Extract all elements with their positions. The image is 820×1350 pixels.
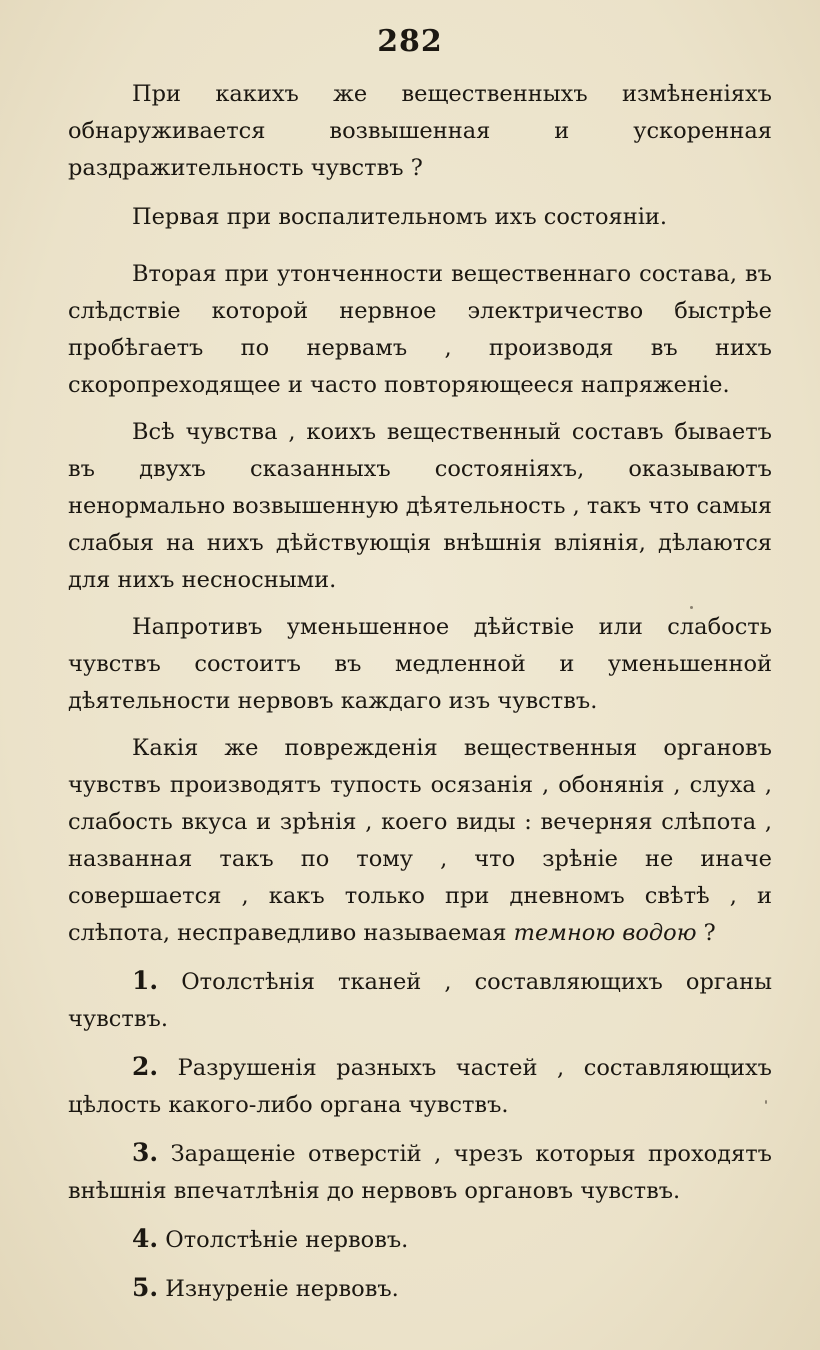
question-damage-text: Какія же поврежденія вещественныя органовъ чувствъ производятъ тупость осязанія , обонянія , слуха , слабость вкуса и зрѣнія , коего виды : вечерняя слѣпота , названная такъ по тому , что зрѣніе не иначе совершается , какъ только при дневномъ свѣтѣ , и слѣпота, несправедливо называемая: [68, 735, 772, 946]
list-number: 3.: [132, 1138, 159, 1167]
list-number: 4.: [132, 1224, 159, 1253]
paragraph-question-irritability: При какихъ же вещественныхъ измѣненіяхъ обнаруживается возвышенная и ускоренная раздражительность чувствъ ?: [68, 81, 772, 181]
list-item: [68, 1048, 772, 1124]
list-item: [68, 962, 772, 1038]
page-number: 282: [377, 24, 443, 59]
list-number: 1.: [132, 966, 159, 995]
list-text: Изнуреніе нервовъ.: [158, 1276, 399, 1302]
paragraph-first-cause: Первая при воспалительномъ ихъ состояніи.: [132, 204, 668, 230]
list-number: 5.: [132, 1273, 159, 1302]
italic-term: темною водою: [513, 920, 697, 946]
question-damage-end: ?: [696, 920, 716, 946]
paper-speck: [765, 1100, 767, 1104]
list-item: [68, 1134, 772, 1210]
list-item: [68, 1220, 772, 1259]
paragraph-question-damage: [68, 730, 772, 952]
page-body: [68, 76, 772, 1318]
paragraph-senses-states: Всѣ чувства , коихъ вещественный составъ бываетъ въ двухъ сказанныхъ состояніяхъ, оказываютъ ненормально возвышенную дѣятельность , такъ что самыя слабыя на нихъ дѣйствующія внѣшнія вліянія, дѣлаются для нихъ несносными.: [68, 419, 772, 593]
list-text: Разрушенія разныхъ частей , составляющихъ цѣлость какого-либо органа чувствъ.: [68, 1055, 772, 1118]
paper-speck: [690, 606, 693, 609]
list-text: Отолстѣніе нервовъ.: [158, 1227, 409, 1253]
paragraph-second-cause: Вторая при утонченности вещественнаго состава, въ слѣдствіе которой нервное электричество быстрѣе пробѣгаетъ по нервамъ , производя въ нихъ скоропреходящее и часто повторяющееся напряженіе.: [68, 261, 772, 398]
list-number: 2.: [132, 1052, 159, 1081]
list-text: Заращеніе отверстій , чрезъ которыя проходятъ внѣшнія впечатлѣнія до нервовъ органовъ чувствъ.: [68, 1141, 772, 1204]
list-item: [68, 1269, 772, 1308]
list-text: Отолстѣнія тканей , составляющихъ органы чувствъ.: [68, 969, 772, 1032]
paragraph-weakness: Напротивъ уменьшенное дѣйствіе или слабость чувствъ состоитъ въ медленной и уменьшенной дѣятельности нервовъ каждаго изъ чувствъ.: [68, 614, 772, 714]
